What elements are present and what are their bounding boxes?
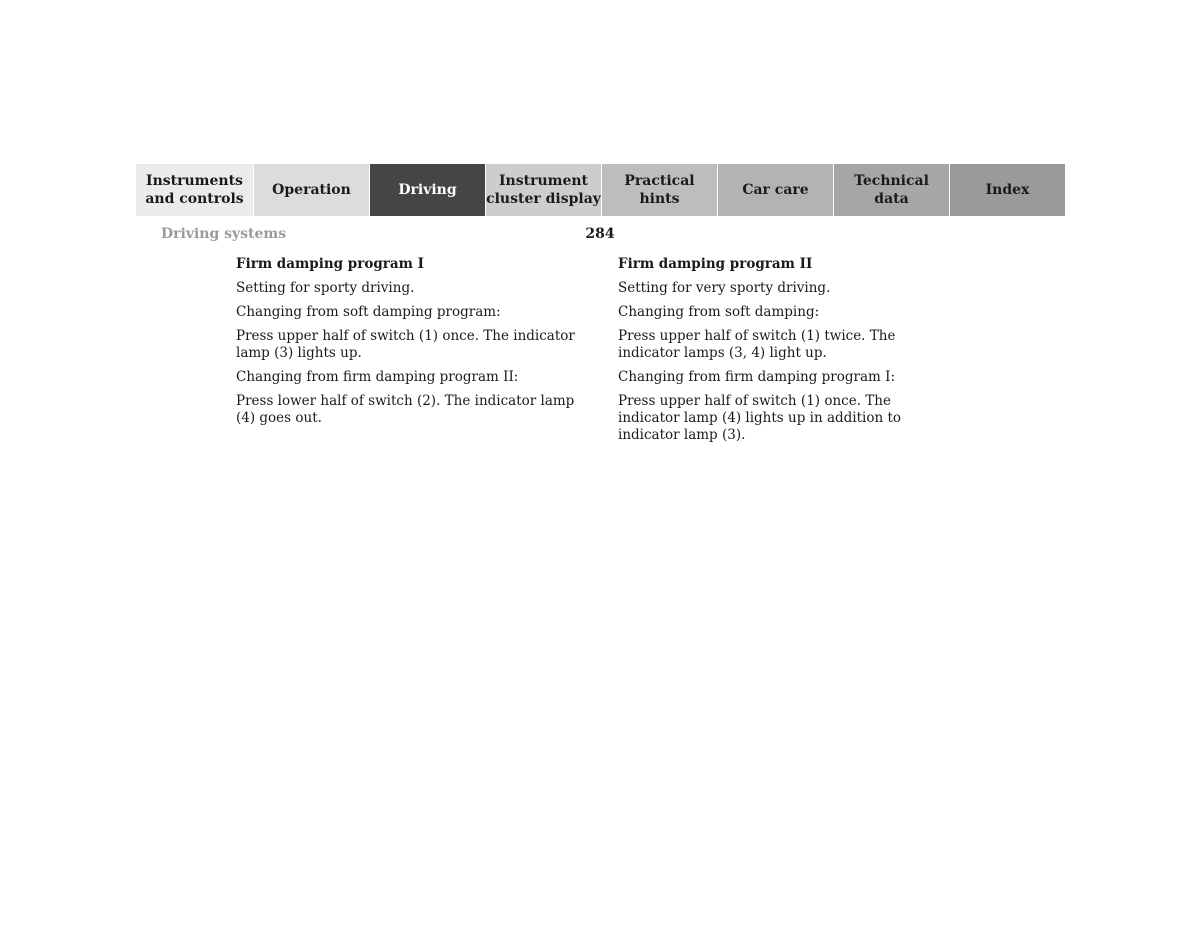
right-paragraph: Press upper half of switch (1) twice. The indicator lamps (3, 4) light up. [618, 328, 896, 361]
left-paragraph: Changing from soft damping program: [236, 304, 501, 320]
tab-driving[interactable]: Driving [369, 164, 485, 216]
tab-practical-hints[interactable]: Practical hints [601, 164, 717, 216]
right-paragraph: Press upper half of switch (1) once. The indicator lamp (4) lights up in addition to indicator lamp (3). [618, 393, 901, 443]
right-paragraph: Setting for very sporty driving. [618, 280, 831, 296]
left-column [236, 256, 581, 434]
left-paragraph: Changing from firm damping program II: [236, 369, 519, 385]
right-paragraph: Changing from soft damping: [618, 304, 820, 320]
tab-instruments-and-controls[interactable]: Instruments and controls [136, 164, 253, 216]
left-paragraph: Press upper half of switch (1) once. The indicator lamp (3) lights up. [236, 328, 575, 361]
section-title: Driving systems [161, 226, 287, 242]
chapter-tab-bar [136, 164, 1065, 216]
left-paragraph: Setting for sporty driving. [236, 280, 415, 296]
right-heading: Firm damping program II [618, 256, 813, 272]
tab-instrument-cluster-display[interactable]: Instrument cluster display [485, 164, 601, 216]
tab-technical-data[interactable]: Technical data [833, 164, 949, 216]
left-paragraph: Press lower half of switch (2). The indicator lamp (4) goes out. [236, 393, 575, 426]
right-paragraph: Changing from firm damping program I: [618, 369, 895, 385]
tab-index[interactable]: Index [949, 164, 1065, 216]
left-heading: Firm damping program I [236, 256, 424, 272]
tab-operation[interactable]: Operation [253, 164, 369, 216]
right-column [618, 256, 948, 451]
page-number: 284 [585, 226, 615, 242]
tab-car-care[interactable]: Car care [717, 164, 833, 216]
